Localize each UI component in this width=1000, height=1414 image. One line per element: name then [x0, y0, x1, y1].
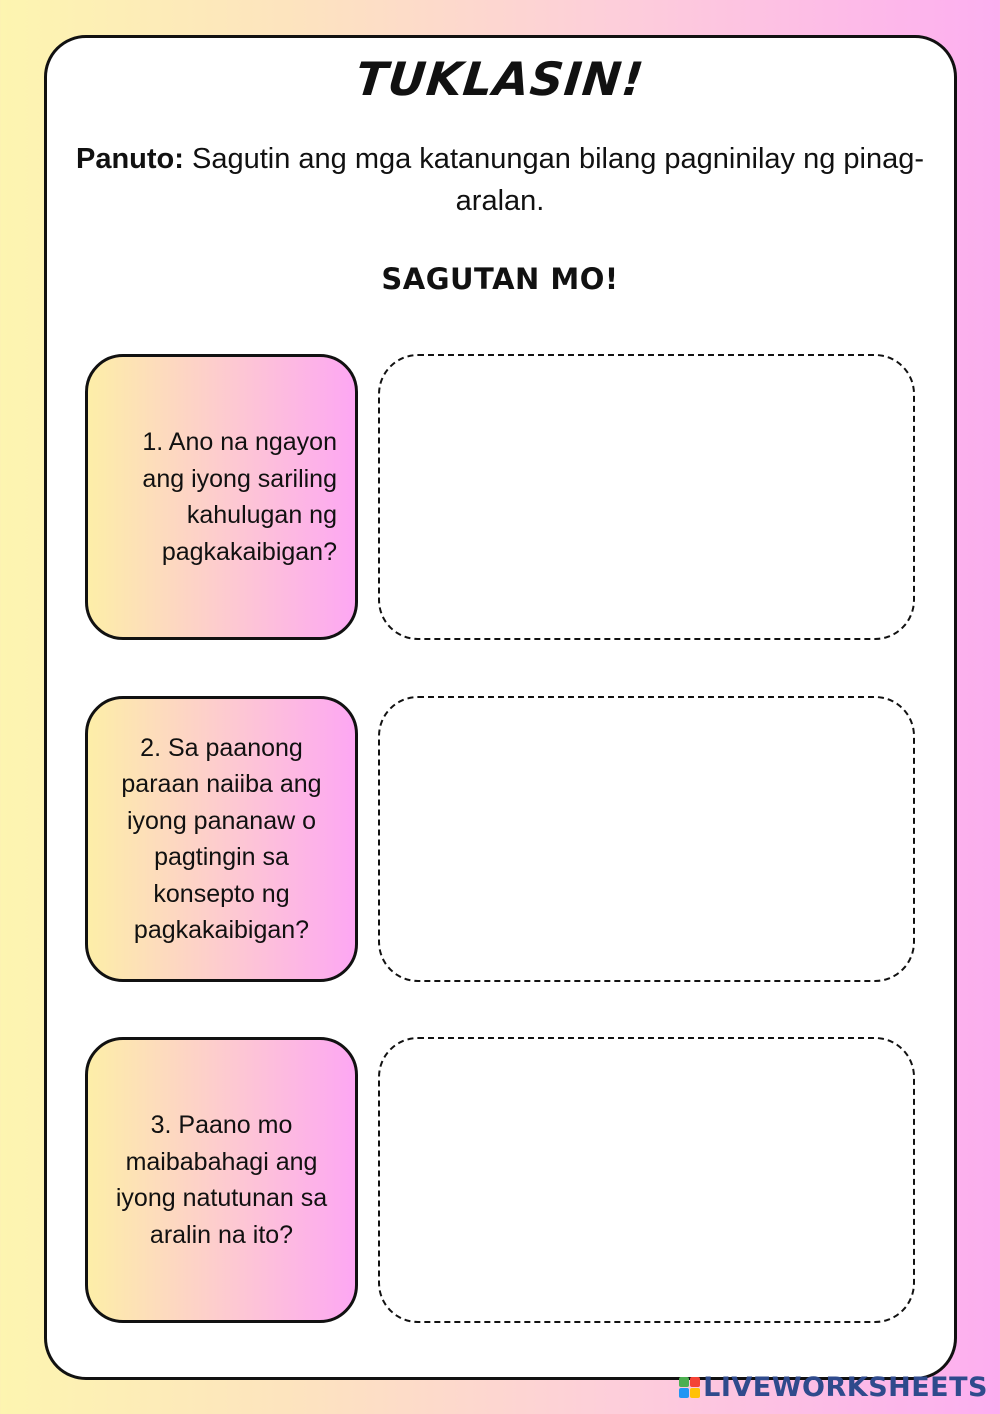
answer-box-1[interactable] [378, 354, 915, 640]
question-text-2: 2. Sa paanong paraan naiiba ang iyong pananaw o pagtingin sa konsepto ng pagkakaibigan? [121, 733, 322, 944]
section-subheading: SAGUTAN MO! [381, 262, 619, 296]
question-text-3: 3. Paano mo maibabahagi ang iyong natutunan sa aralin na ito? [115, 1111, 328, 1249]
instructions [60, 138, 940, 222]
logo-square-4 [690, 1388, 700, 1398]
answer-box-2[interactable] [378, 696, 915, 982]
question-box-1 [85, 354, 358, 640]
logo-square-2 [690, 1377, 700, 1387]
instructions-text: Sagutin ang mga katanungan bilang pagninilay ng pinag-aralan. [191, 143, 924, 217]
worksheet-title: TUKLASIN! [353, 52, 647, 106]
answer-box-3[interactable] [378, 1037, 915, 1323]
logo-square-3 [679, 1388, 689, 1398]
question-box-2 [85, 696, 358, 982]
instructions-lead: Panuto: [75, 143, 184, 175]
question-box-3 [85, 1037, 358, 1323]
liveworksheets-brand [679, 1372, 988, 1403]
logo-square-1 [679, 1377, 689, 1387]
question-text-1: 1. Ano na ngayon ang iyong sariling kahulugan ng pagkakaibigan? [142, 428, 337, 566]
brand-name: LIVEWORKSHEETS [703, 1372, 988, 1403]
liveworksheets-logo-icon [679, 1377, 700, 1398]
